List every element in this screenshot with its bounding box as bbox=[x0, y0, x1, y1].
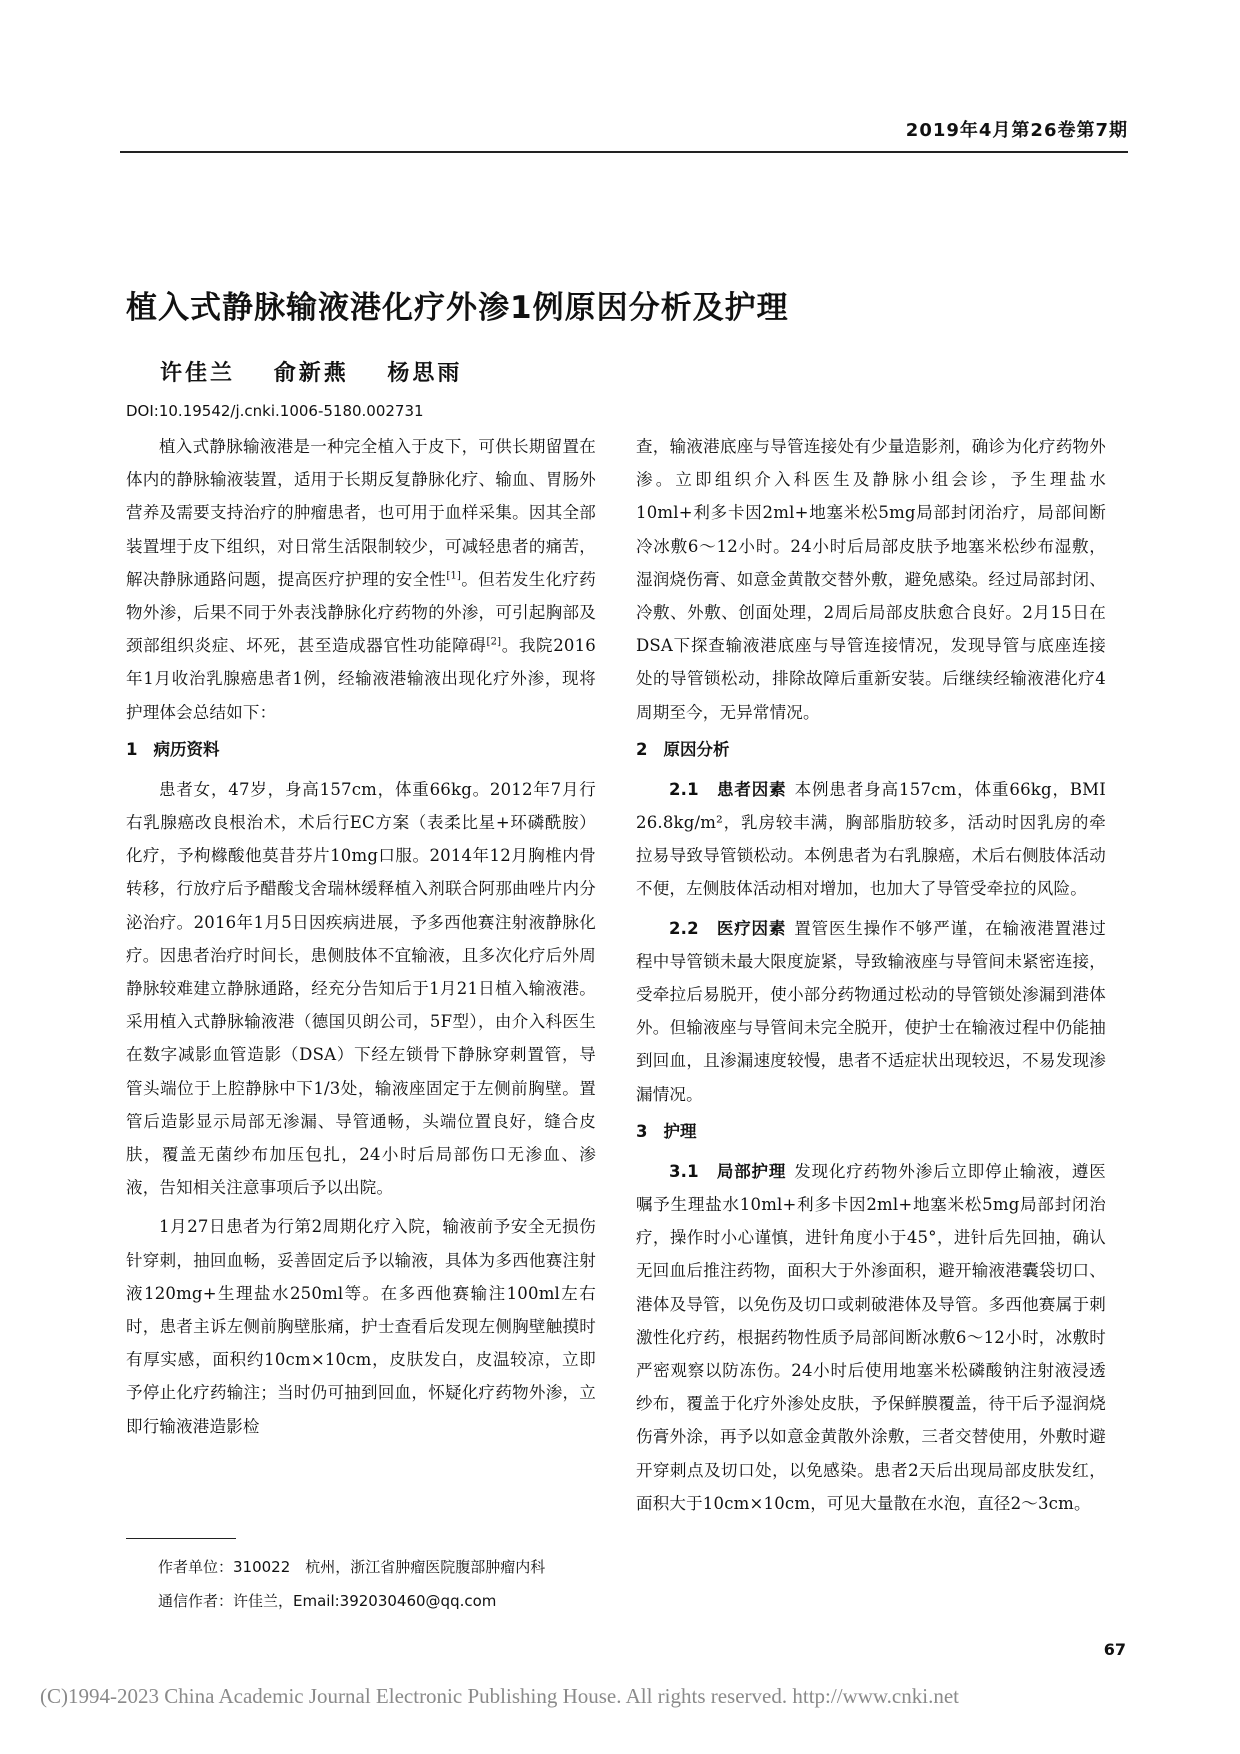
case-paragraph-2: 1月27日患者为行第2周期化疗入院，输液前予安全无损伤针穿刺，抽回血畅，妥善固定后予以输液，具体为多西他赛注射液120mg+生理盐水250ml等。在多西他赛输注100ml左右时，患者主诉左侧前胸壁胀痛，护士查看后发现左侧胸壁触摸时有厚实感，面积约10cm×10cm，皮肤发白，皮温较凉，立即予停止化疗药输注；当时仍可抽到回血，怀疑化疗药物外渗，立即行输液港造影检 bbox=[126, 1217, 596, 1436]
author-affiliation: 作者单位：310022 杭州，浙江省肿瘤医院腹部肿瘤内科 bbox=[158, 1558, 546, 1576]
copyright-watermark: (C)1994-2023 China Academic Journal Electronic Publishing House. All rights reserved. http://www.cnki.net bbox=[40, 1684, 959, 1708]
author-list bbox=[160, 356, 490, 387]
subsection-2-2 bbox=[636, 912, 1106, 1111]
doi: DOI:10.19542/j.cnki.1006-5180.002731 bbox=[126, 402, 424, 420]
intro-text-c: 。我院2016年1月收治乳腺癌患者1例，经输液港输液出现化疗外渗，现将护理体会总结如下： bbox=[126, 636, 596, 722]
header-rule bbox=[120, 151, 1128, 153]
author-1: 许佳兰 bbox=[160, 360, 236, 386]
section-3-title: 护理 bbox=[663, 1121, 697, 1141]
subsection-2-1-label: 2.1 患者因素 bbox=[669, 779, 787, 799]
author-3: 杨思雨 bbox=[387, 360, 463, 386]
section-1-heading bbox=[126, 735, 596, 765]
section-2-number: 2 bbox=[636, 739, 648, 759]
subsection-2-2-label: 2.2 医疗因素 bbox=[669, 918, 787, 938]
right-column bbox=[636, 430, 1106, 1526]
author-2: 俞新燕 bbox=[273, 360, 349, 386]
subsection-3-1-text: 发现化疗药物外渗后立即停止输液，遵医嘱予生理盐水10ml+利多卡因2ml+地塞米松5mg局部封闭治疗，操作时小心谨慎，进针角度小于45°，进针后先回抽，确认无回血后推注药物，面积大于外渗面积，避开输液港囊袋切口、港体及导管，以免伤及切口或刺破港体及导管。多西他赛属于刺激性化疗药，根据药物性质予局部间断冰敷6～12小时，冰敷时严密观察以防冻伤。24小时后使用地塞米松磷酸钠注射液浸透纱布，覆盖于化疗外渗处皮肤，予保鲜膜覆盖，待干后予湿润烧伤膏外涂，再予以如意金黄散外涂敷，三者交替使用，外敷时避开穿刺点及切口处，以免感染。患者2天后出现局部皮肤发红，面积大于10cm×10cm，可见大量散在水泡，直径2～3cm。 bbox=[636, 1161, 1106, 1513]
subsection-2-1 bbox=[636, 773, 1106, 906]
intro-paragraph bbox=[126, 430, 596, 729]
left-column bbox=[126, 430, 596, 1449]
subsection-2-2-text: 置管医生操作不够严谨，在输液港置港过程中导管锁未最大限度旋紧，导致输液座与导管间未紧密连接，受牵拉后易脱开，使小部分药物通过松动的导管锁处渗漏到港体外。但输液座与导管间未完全脱开，使护士在输液过程中仍能抽到回血，且渗漏速度较慢，患者不适症状出现较迟，不易发现渗漏情况。 bbox=[636, 918, 1106, 1104]
corresponding-author: 通信作者：许佳兰，Email:392030460@qq.com bbox=[158, 1592, 497, 1610]
section-3-heading bbox=[636, 1117, 1106, 1147]
page-number: 67 bbox=[1103, 1640, 1126, 1659]
section-2-title: 原因分析 bbox=[663, 739, 730, 759]
section-1-number: 1 bbox=[126, 739, 138, 759]
article-title: 植入式静脉输液港化疗外渗1例原因分析及护理 bbox=[126, 290, 789, 326]
case-paragraph-1: 患者女，47岁，身高157cm，体重66kg。2012年7月行右乳腺癌改良根治术，术后行EC方案（表柔比星+环磷酰胺）化疗，予枸橼酸他莫昔芬片10mg口服。2014年12月胸椎内骨转移，行放疗后予醋酸戈舍瑞林缓释植入剂联合阿那曲唑片内分泌治疗。2016年1月5日因疾病进展，予多西他赛注射液静脉化疗。因患者治疗时间长，患侧肢体不宜输液，且多次化疗后外周静脉较难建立静脉通路，经充分告知后于1月21日植入输液港。采用植入式静脉输液港（德国贝朗公司，5F型），由介入科医生在数字减影血管造影（DSA）下经左锁骨下静脉穿刺置管，导管头端位于上腔静脉中下1/3处，输液座固定于左侧前胸壁。置管后造影显示局部无渗漏、导管通畅，头端位置良好，缝合皮肤，覆盖无菌纱布加压包扎，24小时后局部伤口无渗血、渗液，告知相关注意事项后予以出院。 bbox=[126, 779, 596, 1198]
citation-2[interactable]: [2] bbox=[486, 636, 502, 648]
citation-1[interactable]: [1] bbox=[446, 570, 462, 582]
intro-text-a: 植入式静脉输液港是一种完全植入于皮下，可供长期留置在体内的静脉输液装置，适用于长期反复静脉化疗、输血、胃肠外营养及需要支持治疗的肿瘤患者，也可用于血样采集。因其全部装置埋于皮下组织，对日常生活限制较少，可减轻患者的痛苦，解决静脉通路问题，提高医疗护理的安全性 bbox=[126, 437, 596, 589]
subsection-3-1-label: 3.1 局部护理 bbox=[669, 1161, 787, 1181]
case-paragraph-2-continued: 查，输液港底座与导管连接处有少量造影剂，确诊为化疗药物外渗。立即组织介入科医生及静脉小组会诊，予生理盐水10ml+利多卡因2ml+地塞米松5mg局部封闭治疗，局部间断冷冰敷6～12小时。24小时后局部皮肤予地塞米松纱布湿敷，湿润烧伤膏、如意金黄散交替外敷，避免感染。经过局部封闭、冷敷、外敷、创面处理，2周后局部皮肤愈合良好。2月15日在DSA下探查输液港底座与导管连接情况，发现导管与底座连接处的导管锁松动，排除故障后重新安装。后继续经输液港化疗4周期至今，无异常情况。 bbox=[636, 437, 1106, 722]
footnote-rule bbox=[126, 1538, 236, 1539]
section-2-heading bbox=[636, 735, 1106, 765]
section-1-title: 病历资料 bbox=[153, 739, 220, 759]
section-3-number: 3 bbox=[636, 1121, 648, 1141]
subsection-2-1-text: 本例患者身高157cm，体重66kg，BMI 26.8kg/m²，乳房较丰满，胸部脂肪较多，活动时因乳房的牵拉易导致导管锁松动。本例患者为右乳腺癌，术后右侧肢体活动不便，左侧肢体活动相对增加，也加大了导管受牵拉的风险。 bbox=[636, 779, 1106, 899]
issue-info: 2019年4月第26卷第7期 bbox=[905, 120, 1128, 141]
subsection-3-1 bbox=[636, 1155, 1106, 1520]
intro-text-b: 。但若发生化疗药物外渗，后果不同于外表浅静脉化疗药物的外渗，可引起胸部及颈部组织炎症、坏死，甚至造成器官性功能障碍 bbox=[126, 569, 596, 656]
